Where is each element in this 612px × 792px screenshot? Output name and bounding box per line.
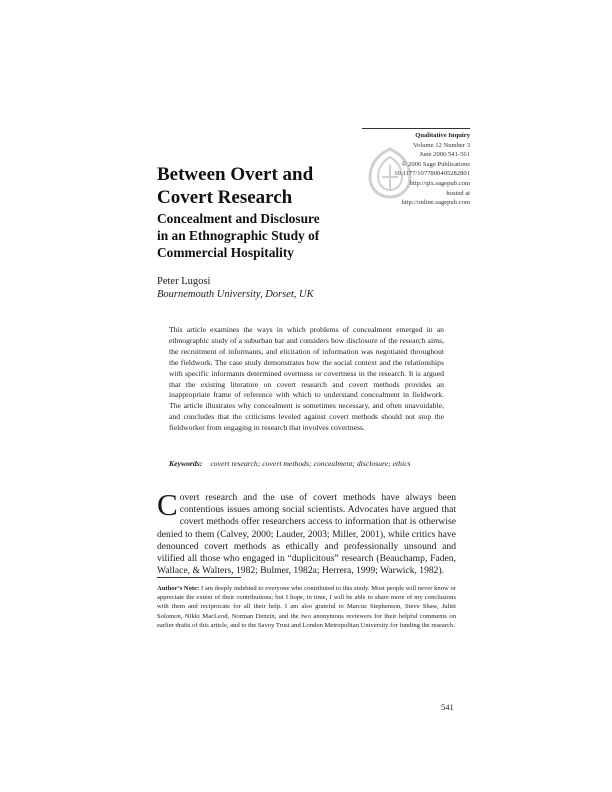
journal-hosted-url[interactable]: http://online.sagepub.com [401,199,470,207]
keywords-value: covert research; covert methods; concealment; disclosure; ethics [210,459,411,468]
article-title [157,163,313,209]
journal-meta [362,131,470,208]
journal-doi: 10.1177/1077800405282801 [394,170,470,178]
footnote-rule [157,577,241,578]
subtitle-line: in an Ethnographic Study of [157,228,320,243]
keywords-label: Keywords: [169,459,203,468]
journal-url[interactable]: http://qix.sagepub.com [409,179,470,187]
journal-header-rule [362,128,470,129]
body-paragraph [157,487,456,577]
author-name: Peter Lugosi [157,276,211,287]
title-line: Between Overt and [157,164,314,185]
drop-cap: C [157,487,178,522]
author-note-label: Author’s Note: [157,585,200,592]
title-line: Covert Research [157,187,293,208]
page-number: 541 [441,702,454,712]
abstract: This article examines the ways in which problems of concealment emerged in an ethnographic study of a suburban bar and considers how disclosure of the research aims, the recruitment of informants, and elicitation of information was negotiated throughout the fieldwork. The case study demonstrates how the social context and the relationships with specific informants determined overtness or covertness in the research. It is argued that the existing literature on covert research and covert methods provides an inappropriate frame of reference with which to understand concealment in fieldwork. The article illustrates why concealment is sometimes necessary, and often unavoidable, and concludes that the criticisms leveled against covert methods should not stop the fieldworker from engaging in research that involves covertness. [169,325,444,433]
keywords [169,459,454,469]
article-subtitle [157,210,320,261]
author-note-text: I am deeply indebted to everyone who contributed to this study. Most people will never know or appreciate the extent of their contributions; but I hope, in time, I will be able to share more of my conclusions with them and reciprocate for all their help. I am also grateful to Marcus Stephenson, Steve Shaw, Juliet Solomon, Nikki MacLeod, Norman Denzin, and the two anonymous reviewers for their helpful comments on earlier drafts of this article, and to the Savoy Trust and London Metropolitan University for funding the research. [157,585,456,629]
journal-date-pages: June 2006 541-561 [419,151,470,159]
journal-hosted-label: hosted at [446,189,470,197]
author-note [157,584,456,630]
journal-volume: Volume 12 Number 3 [413,141,470,149]
author-affiliation: Bournemouth University, Dorset, UK [157,289,314,300]
subtitle-line: Commercial Hospitality [157,245,294,260]
journal-name: Qualitative Inquiry [415,132,470,139]
body-text: overt research and the use of covert methods have always been contentious issues among social scientists. Advocates have argued that covert methods offer researchers access to information that is otherwise denied to them (Calvey, 2000; Lauder, 2003; Miller, 2001), while critics have denounced covert methods as ethically and professionally unsound and vilified all those who engaged in “duplicitous” research (Beauchamp, Faden, Wallace, & Walters, 1982; Bulmer, 1982a; Herrera, 1999; Warwick, 1982). [157,492,456,577]
journal-copyright: © 2006 Sage Publications [401,160,470,168]
author-block [157,275,314,301]
subtitle-line: Concealment and Disclosure [157,211,320,226]
